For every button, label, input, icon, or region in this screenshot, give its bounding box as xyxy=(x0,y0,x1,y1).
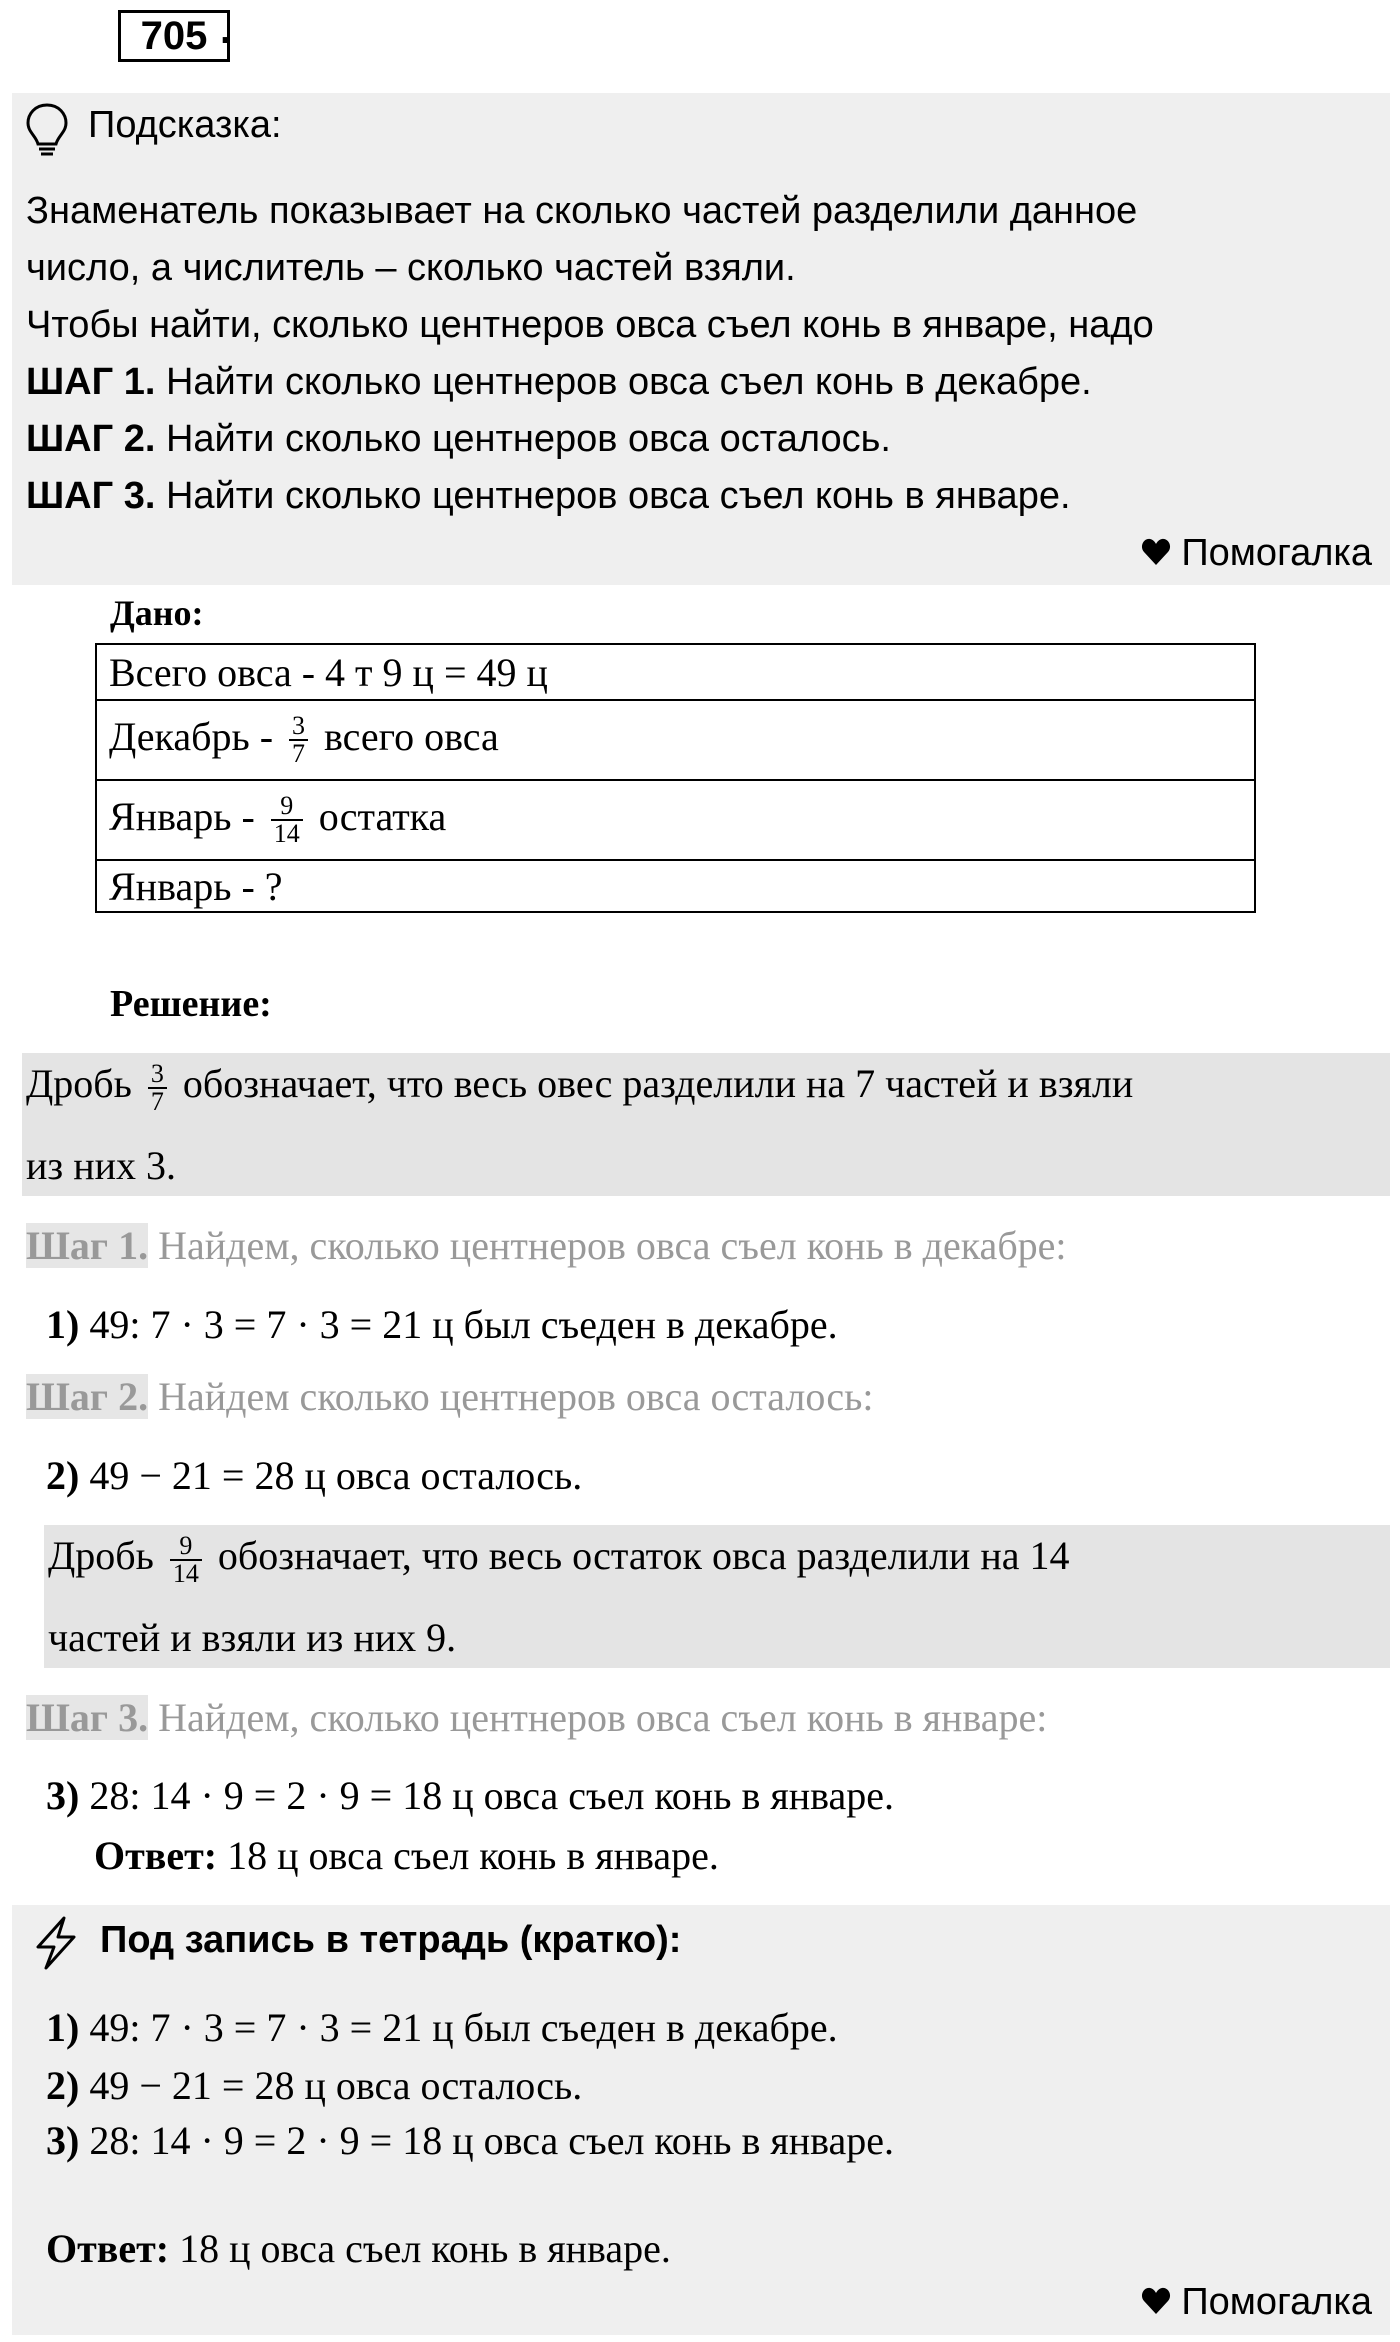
hint-step-1: ШАГ 1. Найти сколько центнеров овса съел конь в декабре. xyxy=(26,361,1092,403)
task-number-dot: . xyxy=(220,8,232,52)
notebook-calc-2: 2) 49 − 21 = 28 ц овса осталось. xyxy=(46,2063,583,2108)
solution-title: Решение: xyxy=(110,983,272,1025)
fraction-note-1-line-1: Дробь $\frac{3}{7}$ обозначает, что весь овес разделили на 7 частей и взяли xyxy=(26,1058,1134,1116)
calc-1: 1) 49: 7 · 3 = 7 · 3 = 21 ц был съеден в декабре. xyxy=(46,1302,838,1347)
notebook-calc-3: 3) 28: 14 · 9 = 2 · 9 = 18 ц овса съел конь в январе. xyxy=(46,2118,895,2163)
lightbulb-icon xyxy=(24,102,70,158)
table-row xyxy=(96,644,1255,700)
fraction-note-2-line-1: Дробь $\frac{9}{14}$ обозначает, что весь остаток овса разделили на 14 xyxy=(48,1530,1070,1588)
notebook-answer: Ответ: 18 ц овса съел конь в январе. xyxy=(46,2226,671,2271)
hint-step-3: ШАГ 3. Найти сколько центнеров овса съел конь в январе. xyxy=(26,475,1071,517)
fraction: $\frac{3}{7}$ xyxy=(148,1061,167,1115)
lightning-icon xyxy=(30,1915,82,1971)
fraction: $\frac{3}{7}$ xyxy=(289,713,308,767)
calc-3: 3) 28: 14 · 9 = 2 · 9 = 18 ц овса съел конь в январе. xyxy=(46,1773,895,1818)
answer: Ответ: 18 ц овса съел конь в январе. xyxy=(94,1833,719,1878)
notebook-calc-1: 1) 49: 7 · 3 = 7 · 3 = 21 ц был съеден в декабре. xyxy=(46,2005,838,2050)
step-1-label: Шаг 1. Найдем, сколько центнеров овса съел конь в декабре: xyxy=(26,1223,1067,1268)
hint-step-2: ШАГ 2. Найти сколько центнеров овса осталось. xyxy=(26,418,891,460)
helper-link-bottom[interactable]: Помогалка xyxy=(1141,2281,1372,2324)
given-title: Дано: xyxy=(110,593,204,633)
hint-line-2: число, а числитель – сколько частей взяли. xyxy=(26,247,796,289)
hint-line-1: Знаменатель показывает на сколько частей разделили данное xyxy=(26,190,1138,232)
fraction: $\frac{9}{14}$ xyxy=(170,1533,202,1587)
given-january: Январь - $\frac{9}{14}$ остатка xyxy=(96,780,1255,860)
hint-title: Подсказка: xyxy=(88,104,282,146)
task-number: 705 xyxy=(118,10,230,62)
given-total: Всего овса - 4 т 9 ц = 49 ц xyxy=(96,644,1255,700)
calc-2: 2) 49 − 21 = 28 ц овса осталось. xyxy=(46,1453,583,1498)
fraction-note-1-line-2: из них 3. xyxy=(26,1143,177,1188)
hint-line-3: Чтобы найти, сколько центнеров овса съел конь в январе, надо xyxy=(26,304,1154,346)
given-question: Январь - ? xyxy=(96,860,1255,912)
heart-icon xyxy=(1141,538,1171,566)
table-row xyxy=(96,860,1255,912)
table-row xyxy=(96,700,1255,780)
step-2-label: Шаг 2. Найдем сколько центнеров овса осталось: xyxy=(26,1374,874,1419)
step-3-label: Шаг 3. Найдем, сколько центнеров овса съел конь в январе: xyxy=(26,1695,1048,1740)
fraction-note-2-line-2: частей и взяли из них 9. xyxy=(48,1615,457,1660)
helper-link[interactable]: Помогалка xyxy=(1141,532,1372,575)
table-row xyxy=(96,780,1255,860)
given-december: Декабрь - $\frac{3}{7}$ всего овса xyxy=(96,700,1255,780)
fraction: $\frac{9}{14}$ xyxy=(271,793,303,847)
heart-icon xyxy=(1141,2287,1171,2315)
notebook-title: Под запись в тетрадь (кратко): xyxy=(100,1919,682,1961)
given-table xyxy=(95,643,1256,913)
